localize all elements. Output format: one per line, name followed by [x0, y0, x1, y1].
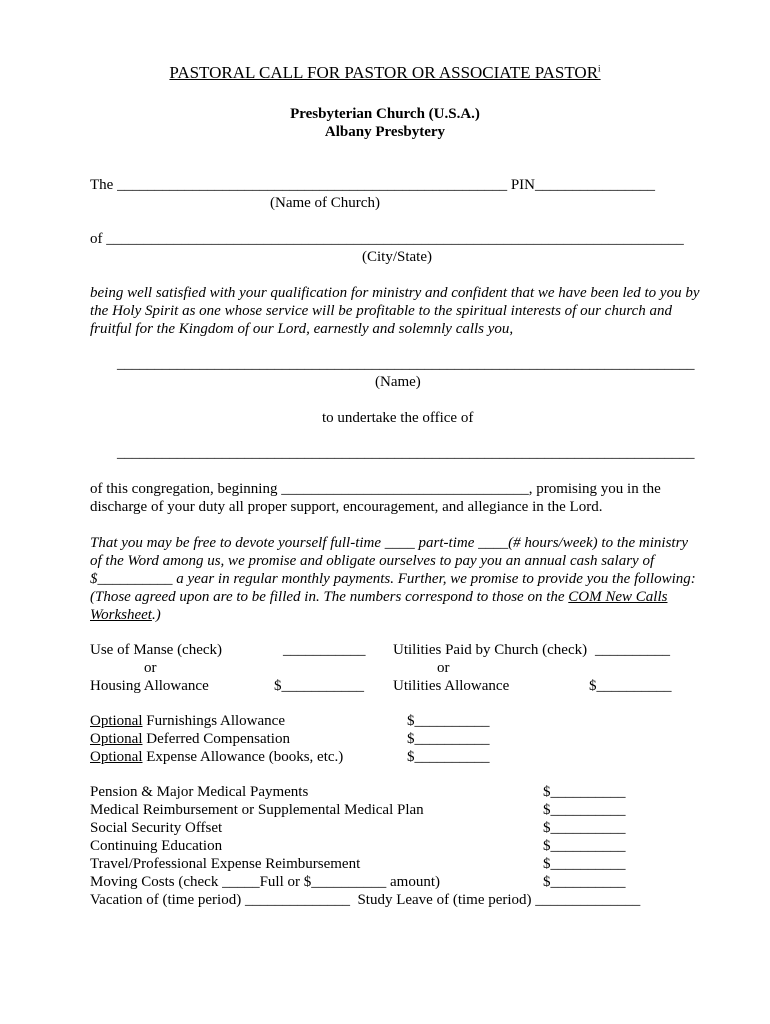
benefit-label: Pension & Major Medical Payments [90, 784, 309, 800]
optional-item: Optional Expense Allowance (books, etc.) [90, 749, 344, 765]
city-state-caption: (City/State) [362, 249, 432, 265]
optional-item-field[interactable]: $__________ [407, 731, 490, 747]
utilities-allowance-field[interactable]: $__________ [589, 678, 672, 694]
optional-item-field[interactable]: $__________ [407, 749, 490, 765]
benefit-field[interactable]: $__________ [543, 784, 626, 800]
city-state-field[interactable]: of _____________________________________________________________________________ [90, 231, 684, 247]
salary-line: of the Word among us, we promise and obligate ourselves to pay you an annual cash salary of [90, 553, 655, 569]
benefit-label: Continuing Education [90, 838, 223, 854]
utilities-field[interactable]: __________ [595, 642, 670, 658]
salary-line[interactable]: That you may be free to devote yourself full-time ____ part-time ____(# hours/week) to the ministry [90, 535, 689, 551]
benefit-label[interactable]: Moving Costs (check _____Full or $__________ amount) [90, 874, 440, 890]
housing-field[interactable]: $___________ [274, 678, 364, 694]
manse-field[interactable]: ___________ [283, 642, 366, 658]
optional-item: Optional Furnishings Allowance [90, 713, 285, 729]
pastor-name-caption: (Name) [375, 374, 421, 390]
housing-label: Housing Allowance [90, 678, 209, 694]
org-line-1: Presbyterian Church (U.S.A.) [290, 106, 480, 122]
or-text: or [437, 660, 450, 676]
benefit-field[interactable]: $__________ [543, 856, 626, 872]
benefit-field[interactable]: $__________ [543, 820, 626, 836]
pastor-name-field[interactable]: _____________________________________________________________________________ [117, 356, 695, 372]
optional-item: Optional Deferred Compensation [90, 731, 290, 747]
church-name-field[interactable]: The ____________________________________________________ PIN________________ [90, 177, 655, 193]
page-title: PASTORAL CALL FOR PASTOR OR ASSOCIATE PASTOR$^i$ [169, 63, 601, 82]
office-field[interactable]: _____________________________________________________________________________ [117, 445, 695, 461]
benefit-label: Social Security Offset [90, 820, 223, 836]
intro-line: being well satisfied with your qualification for ministry and confident that we have been led to you by [90, 285, 700, 301]
org-line-2: Albany Presbytery [324, 124, 446, 140]
benefit-field[interactable]: $__________ [543, 802, 626, 818]
intro-line: the Holy Spirit as one whose service will be profitable to the spiritual interests of our church and [90, 303, 673, 319]
salary-line: (Those agreed upon are to be filled in. The numbers correspond to those on the COM New Calls [90, 589, 668, 605]
worksheet-link: Worksheet [90, 607, 152, 623]
congregation-line[interactable]: of this congregation, beginning _________________________________, promising you in the [90, 481, 661, 497]
utilities-allowance-label: Utilities Allowance [393, 678, 510, 694]
manse-label: Use of Manse (check) [90, 642, 223, 658]
footnote-marker: i [598, 63, 601, 74]
optional-item-field[interactable]: $__________ [407, 713, 490, 729]
vacation-study-leave-line[interactable]: Vacation of (time period) ______________ Study Leave of (time period) ______________ [90, 892, 641, 908]
or-text: or [144, 660, 157, 676]
office-text: to undertake the office of [322, 410, 474, 426]
church-name-caption: (Name of Church) [270, 195, 380, 211]
benefit-label: Medical Reimbursement or Supplemental Medical Plan [90, 802, 424, 818]
salary-line: Worksheet.) [90, 607, 161, 623]
benefit-label: Travel/Professional Expense Reimbursement [90, 856, 361, 872]
congregation-line: discharge of your duty all proper support, encouragement, and allegiance in the Lord. [90, 499, 603, 515]
intro-line: fruitful for the Kingdom of our Lord, earnestly and solemnly calls you, [90, 321, 514, 337]
utilities-label: Utilities Paid by Church (check) [393, 642, 588, 658]
benefit-field[interactable]: $__________ [543, 874, 626, 890]
com-new-calls-link: COM New Calls [568, 589, 668, 605]
benefit-field[interactable]: $__________ [543, 838, 626, 854]
salary-line[interactable]: $__________ a year in regular monthly payments. Further, we promise to provide you the following: [90, 571, 696, 587]
